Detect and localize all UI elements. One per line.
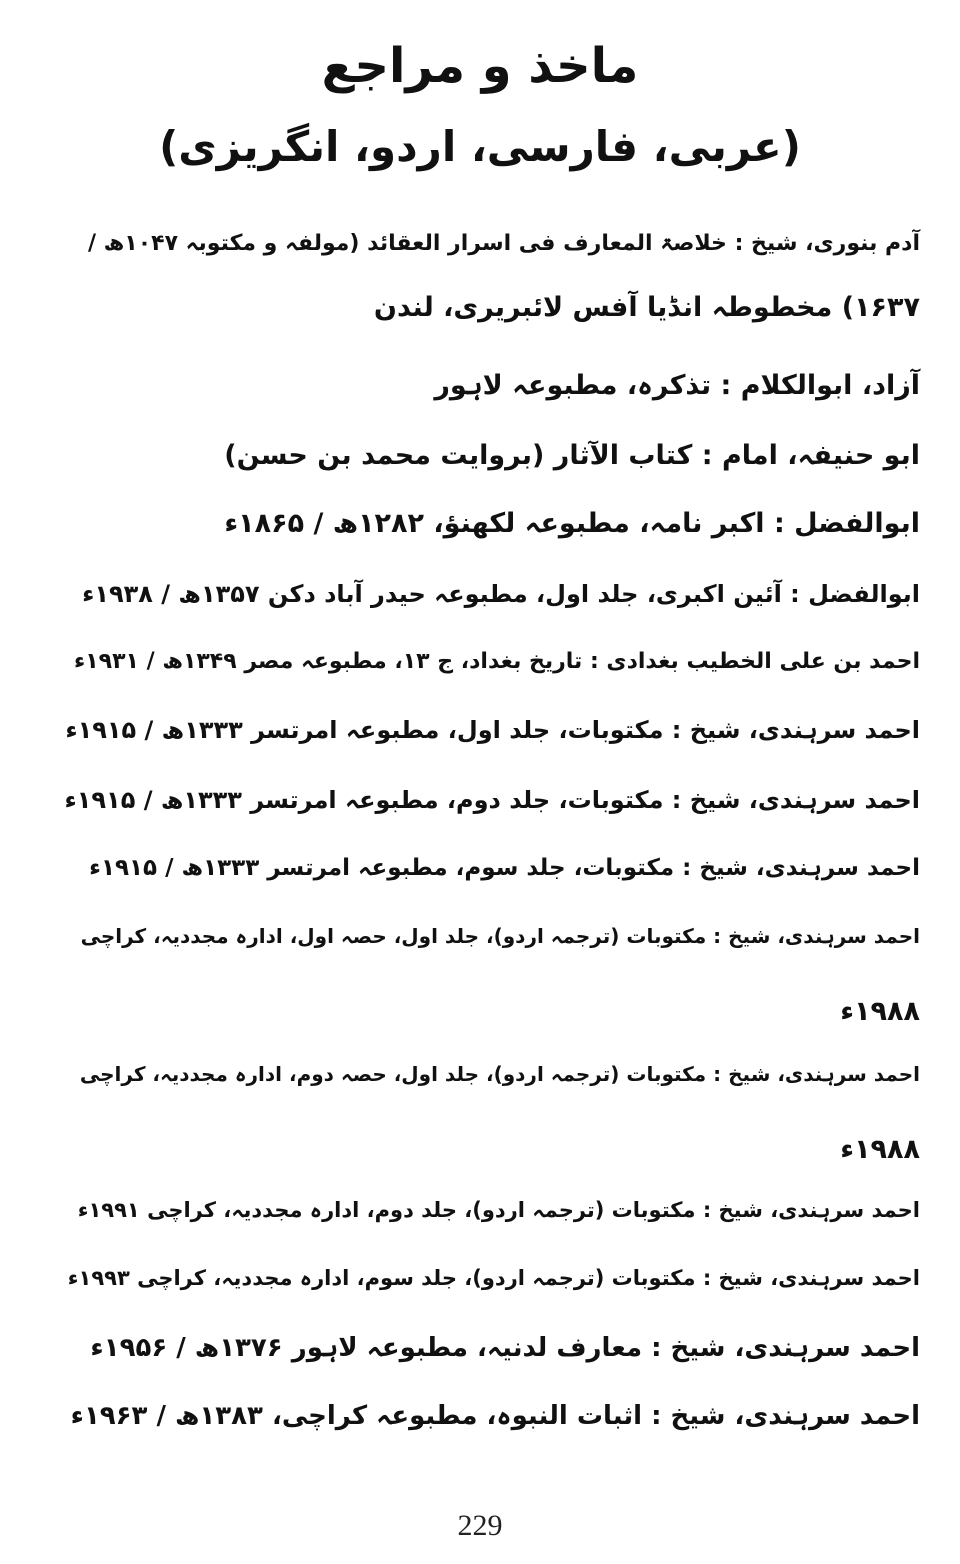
bibliography-line: ابوالفضل : آئین اکبری، جلد اول، مطبوعہ حیدر آباد دکن ۱۳۵۷ھ / ۱۹۳۸ء xyxy=(82,580,920,608)
page-number: 229 xyxy=(457,1509,503,1542)
bibliography-line: احمد سرہندی، شیخ : مکتوبات، جلد سوم، مطبوعہ امرتسر ۱۳۳۳ھ / ۱۹۱۵ء xyxy=(89,855,920,881)
bibliography-line: احمد سرہندی، شیخ : مکتوبات (ترجمہ اردو)، جلد اول، حصہ اول، ادارہ مجددیہ، کراچی xyxy=(80,924,920,948)
bibliography-line: احمد سرہندی، شیخ : مکتوبات، جلد دوم، مطبوعہ امرتسر ۱۳۳۳ھ / ۱۹۱۵ء xyxy=(64,786,920,814)
bibliography-line: ۱۹۸۸ء xyxy=(840,1134,920,1165)
bibliography-line: احمد سرہندی، شیخ : مکتوبات، جلد اول، مطبوعہ امرتسر ۱۳۳۳ھ / ۱۹۱۵ء xyxy=(65,716,920,744)
bibliography-line: ابو حنیفہ، امام : کتاب الآثار (بروایت محمد بن حسن) xyxy=(224,440,920,471)
bibliography-line: احمد بن علی الخطیب بغدادی : تاریخ بغداد، ج ۱۳، مطبوعہ مصر ۱۳۴۹ھ / ۱۹۳۱ء xyxy=(74,649,920,674)
bibliography-line: ابوالفضل : اکبر نامہ، مطبوعہ لکھنؤ، ۱۲۸۲ھ / ۱۸۶۵ء xyxy=(224,508,920,539)
bibliography-line: احمد سرہندی، شیخ : مکتوبات (ترجمہ اردو)، جلد اول، حصہ دوم، ادارہ مجددیہ، کراچی xyxy=(79,1062,920,1086)
bibliography-line: احمد سرہندی، شیخ : اثبات النبوہ، مطبوعہ کراچی، ۱۳۸۳ھ / ۱۹۶۳ء xyxy=(70,1401,920,1431)
bibliography-line: احمد سرہندی، شیخ : معارف لدنیہ، مطبوعہ لاہور ۱۳۷۶ھ / ۱۹۵۶ء xyxy=(90,1333,920,1363)
bibliography-line: احمد سرہندی، شیخ : مکتوبات (ترجمہ اردو)، جلد سوم، ادارہ مجددیہ، کراچی ۱۹۹۳ء xyxy=(67,1266,920,1290)
bibliography-line: ۱۹۸۸ء xyxy=(840,996,920,1027)
page-subtitle: (عربی، فارسی، اردو، انگریزی) xyxy=(159,122,801,171)
bibliography-line: احمد سرہندی، شیخ : مکتوبات (ترجمہ اردو)، جلد دوم، ادارہ مجددیہ، کراچی ۱۹۹۱ء xyxy=(77,1198,920,1222)
bibliography-line: آزاد، ابوالکلام : تذکرہ، مطبوعہ لاہور xyxy=(434,370,920,401)
page-title: ماخذ و مراجع xyxy=(321,38,639,94)
bibliography-line: آدم بنوری، شیخ : خلاصۃ المعارف فی اسرار العقائد (مولفہ و مکتوبہ ۱۰۴۷ھ / xyxy=(87,231,920,256)
bibliography-line: ۱۶۳۷) مخطوطہ انڈیا آفس لائبریری، لندن xyxy=(373,292,920,323)
